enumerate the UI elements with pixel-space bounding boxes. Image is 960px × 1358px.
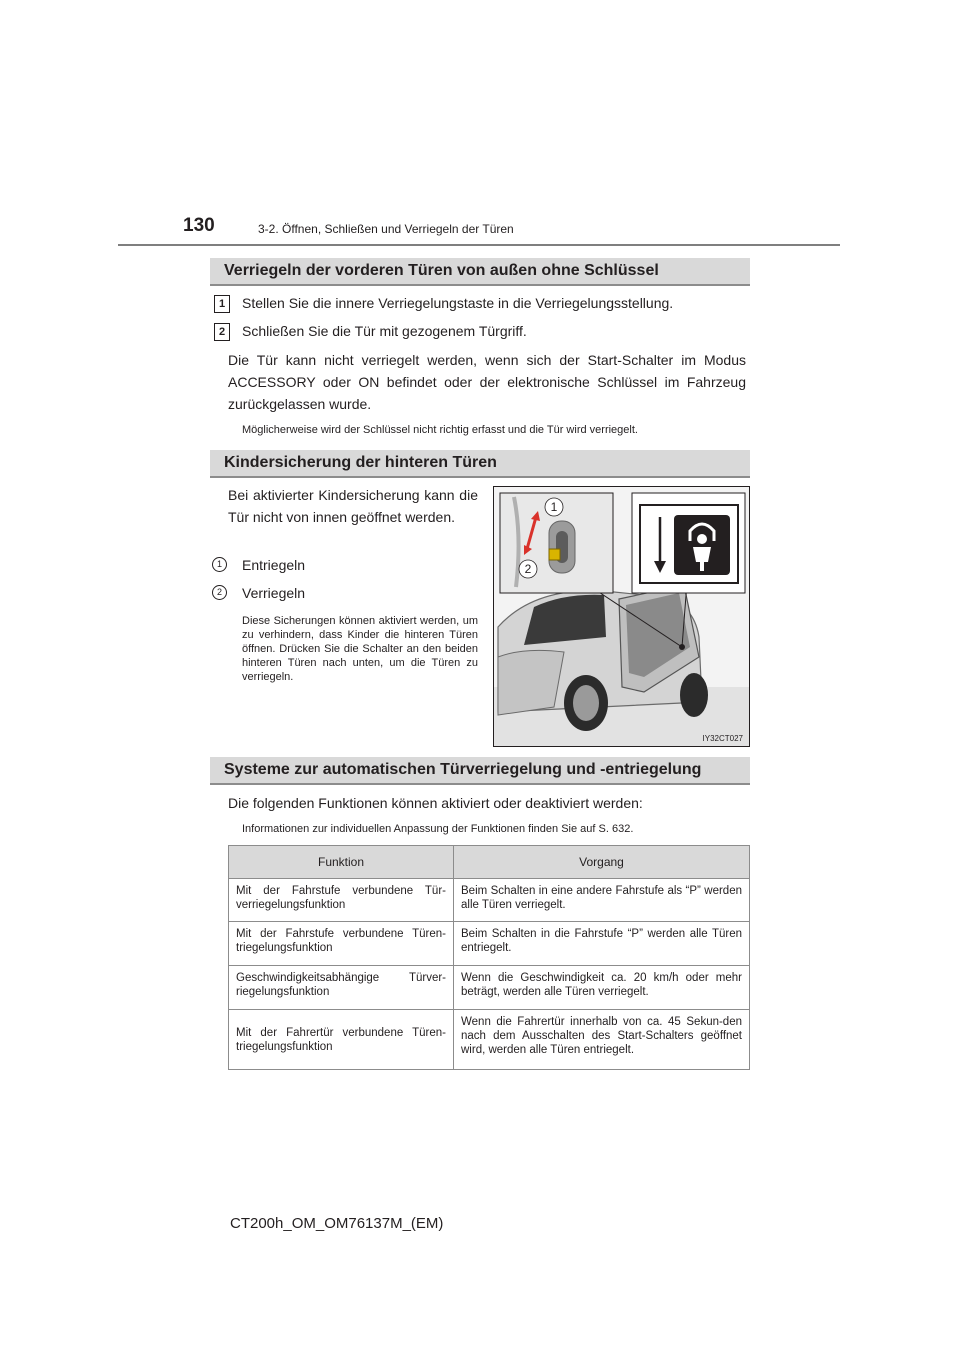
child-lock-intro: Bei aktivierter Kindersicherung kann die Tür nicht von innen geöffnet werden. [228,487,478,525]
child-lock-figure [493,486,750,747]
step-number-1: 1 [214,295,230,313]
column-header-vorgang: Vorgang [454,846,750,879]
table-cell: Beim Schalten in die Fahrstufe “P” werden alle Türen entriegelt. [454,922,750,966]
step-number-2: 2 [214,323,230,341]
table-row [229,1010,750,1070]
figure-code: IY32CT027 [702,734,743,743]
callout-number-1: 1 [212,557,227,572]
section-heading-text: Verriegeln der vorderen Türen von außen ohne Schlüssel [224,262,659,279]
chapter-title: 3-2. Öffnen, Schließen und Verriegeln der Türen [258,222,514,236]
table-row [229,879,750,922]
table-row [229,922,750,966]
document-code: CT200h_OM_OM76137M_(EM) [230,1215,444,1232]
table-header-row [229,846,750,879]
section-heading-front-door-lock [210,258,750,286]
section-heading-text: Systeme zur automatischen Türverriegelung und -entriegelung [224,761,702,778]
child-lock-detail: Diese Sicherungen können aktiviert werden, um zu verhindern, dass Kinder die hinteren Türen öffnen. Drücken Sie die Schalter an den beiden hinteren Türen nach unten, um die Türen zu verriegeln. [242,615,478,683]
section-heading-auto-lock [210,757,750,785]
item-label-lock: Verriegeln [242,585,306,601]
item-label-unlock: Entriegeln [242,557,306,573]
table-cell: Mit der Fahrstufe verbundene Türen-triegelungsfunktion [229,922,454,966]
table-cell: Geschwindigkeitsabhängige Türver-riegelungsfunktion [229,966,454,1010]
section-heading-child-lock [210,450,750,478]
function-table [228,845,750,1070]
table-cell: Wenn die Geschwindigkeit ca. 20 km/h oder mehr beträgt, werden alle Türen verriegelt. [454,966,750,1010]
table-cell: Mit der Fahrstufe verbundene Tür-verriegelungsfunktion [229,879,454,922]
step-text-1: Stellen Sie die innere Verriegelungstaste in die Verriegelungsstellung. [242,295,674,311]
header-rule [118,244,840,246]
step-text-2: Schließen Sie die Tür mit gezogenem Türgriff. [242,323,527,339]
callout-number-2: 2 [212,585,227,600]
table-cell: Beim Schalten in eine andere Fahrstufe als “P” werden alle Türen verriegelt. [454,879,750,922]
auto-lock-intro: Die folgenden Funktionen können aktiviert oder deaktiviert werden: [228,795,643,811]
table-row [229,966,750,1010]
small-note: Möglicherweise wird der Schlüssel nicht richtig erfasst und die Tür wird verriegelt. [242,424,638,436]
section-heading-text: Kindersicherung der hinteren Türen [224,454,497,471]
note-paragraph: Die Tür kann nicht verriegelt werden, wenn sich der Start-Schalter im Modus ACCESSORY oder ON befindet oder der elektronische Schlüssel im Fahrzeug zurückgelassen wurde. [228,352,746,412]
table-cell: Mit der Fahrertür verbundene Türen-triegelungsfunktion [229,1010,454,1070]
auto-lock-small-note: Informationen zur individuellen Anpassung der Funktionen finden Sie auf S. 632. [242,823,634,835]
table-cell: Wenn die Fahrertür innerhalb von ca. 45 Sekun-den nach dem Ausschalten des Start-Schalters geöffnet wird, werden alle Türen entriegelt. [454,1010,750,1070]
car-rear-door-illustration [494,487,749,746]
column-header-funktion: Funktion [229,846,454,879]
page-number: 130 [183,215,215,236]
figure-callout-1: 1 [550,500,558,514]
figure-callout-2: 2 [524,562,532,576]
